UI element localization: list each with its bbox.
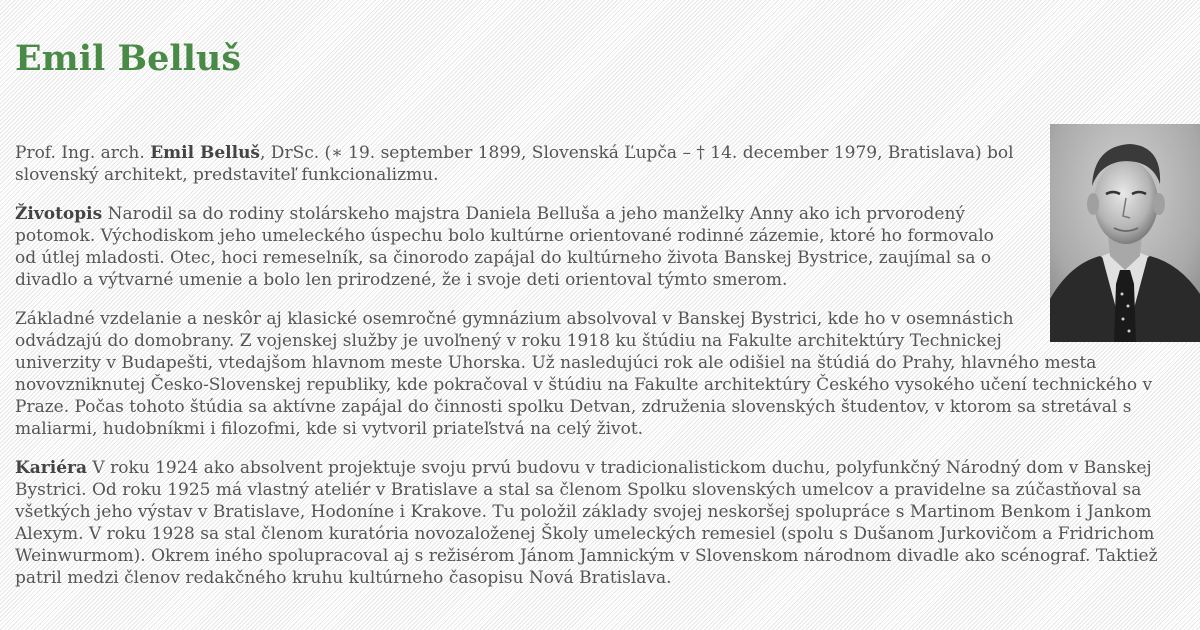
intro-paragraph: [15, 142, 1185, 186]
intro-name: Emil Belluš: [150, 143, 260, 163]
portrait-image: [1050, 124, 1200, 342]
career-text: V roku 1924 ako absolvent projektuje svoju prvú budovu v tradicionalistickom duchu, polyfunkčný Národný dom v Banskej Bystrici. Od roku 1925 má vlastný ateliér v Bratislave a stal sa členom Spolku slovenských umelcov a pravidelne sa zúčastňoval sa všetkých jeho výstav v Bratislave, Hodoníne i Krakove. Tu položil základy svojej neskoršej spolupráce s Martinom Benkom i Jankom Alexym. V roku 1928 sa stal členom kuratória novozaloženej Školy umeleckých remesiel (spolu s Dušanom Jurkovičom a Fridrichom Weinwurmom). Okrem iného spolupracoval aj s režisérom Jánom Jamnickým v Slovenskom národnom divadle ako scénograf. Taktiež patril medzi členov redakčného kruhu kultúrneho časopisu Nová Bratislava.: [15, 458, 1158, 588]
biography-paragraph-2: Základné vzdelanie a neskôr aj klasické osemročné gymnázium absolvoval v Banskej Bystrici, kde ho v osemnástich odvádzajú do domobrany. Z vojenskej služby je uvoľnený v roku 1918 ku štúdiu na Fakulte architektúry Technickej univerzity v Budapešti, vtedajšom hlavnom meste Uhorska. Už nasledujúci rok ale odišiel na štúdiá do Prahy, hlavného mesta novovzniknutej Česko-Slovenskej republiky, kde pokračoval v štúdiu na Fakulte architektúry Českého vysokého učení technického v Praze. Počas tohoto štúdia sa aktívne zapájal do činnosti spolku Detvan, združenia slovenských študentov, v ktorom sa stretával s maliarmi, hudobníkmi i filozofmi, kde si vytvoril priateľstvá na celý život.: [15, 309, 1153, 439]
portrait-photo: [1050, 124, 1200, 342]
article-page: [15, 0, 1185, 630]
intro-rest: , DrSc. (∗ 19. september 1899, Slovenská Ľupča – † 14. december 1979, Bratislava) bol slovenský architekt, predstaviteľ funkcionalizmu.: [15, 143, 1014, 185]
page-title: Emil Belluš: [15, 38, 242, 79]
biography-paragraph-1: [15, 203, 1185, 291]
biography-heading: Životopis: [15, 204, 103, 224]
biography-text-1: Narodil sa do rodiny stolárskeho majstra Daniela Belluša a jeho manželky Anny ako ich prvorodený potomok. Východiskom jeho umeleckého úspechu bolo kultúrne orientované rodinné zázemie, ktoré ho formovalo od útlej mladosti. Otec, hoci remeselník, sa činorodo zapájal do kultúrneho života Banskej Bystrice, zaujímal sa o divadlo a výtvarné umenie a bolo len prirodzené, že i svoje deti orientoval týmto smerom.: [15, 204, 994, 290]
career-paragraph: [15, 457, 1185, 589]
article-content: [15, 142, 1185, 606]
career-heading: Kariéra: [15, 458, 87, 478]
intro-prefix: Prof. Ing. arch.: [15, 143, 151, 163]
